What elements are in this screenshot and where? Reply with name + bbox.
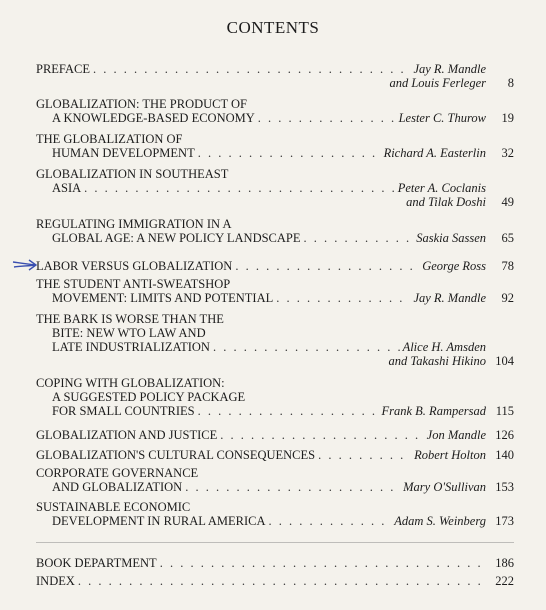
entry-page: 92 xyxy=(501,291,514,305)
entry-title: CORPORATE GOVERNANCE xyxy=(36,466,199,480)
entry-page: 8 xyxy=(507,76,514,90)
entry-title: INDEX xyxy=(36,574,75,588)
entry-line xyxy=(36,76,514,90)
entry-line xyxy=(36,259,514,273)
entry-line xyxy=(36,390,514,404)
dot-leader xyxy=(235,259,419,273)
entry-title: DEVELOPMENT IN RURAL AMERICA xyxy=(52,514,266,528)
back-matter-entry xyxy=(36,556,514,570)
entry-title: GLOBALIZATION IN SOUTHEAST xyxy=(36,167,229,181)
entry-title: A SUGGESTED POLICY PACKAGE xyxy=(52,390,246,404)
entry-title: BITE: NEW WTO LAW AND xyxy=(52,326,206,340)
entry-line xyxy=(36,277,514,291)
entry-line xyxy=(36,231,514,245)
entry-author: Jon Mandle xyxy=(426,428,486,442)
entry-author: Alice H. Amsden xyxy=(402,340,486,354)
hand-drawn-arrow-icon xyxy=(12,258,38,272)
entry-author: Robert Holton xyxy=(414,448,486,462)
entry-title: AND GLOBALIZATION xyxy=(52,480,183,494)
entry-page: 222 xyxy=(495,574,514,588)
dot-leader xyxy=(78,574,483,588)
entry-title: COPING WITH GLOBALIZATION: xyxy=(36,376,225,390)
divider xyxy=(36,542,514,543)
entry-title: ASIA xyxy=(52,181,82,195)
entry-author: Jay R. Mandle xyxy=(413,291,486,305)
entry-line xyxy=(36,514,514,528)
entry-page: 140 xyxy=(495,448,514,462)
entry-page: 19 xyxy=(501,111,514,125)
dot-leader xyxy=(304,231,414,245)
back-matter-entry xyxy=(36,574,514,588)
entry-line xyxy=(36,466,514,480)
entry-title: A KNOWLEDGE-BASED ECONOMY xyxy=(52,111,255,125)
entry-page: 126 xyxy=(495,428,514,442)
entry-line xyxy=(36,376,514,390)
entry-page: 104 xyxy=(495,354,514,368)
toc-entry xyxy=(36,259,514,273)
entry-page: 153 xyxy=(495,480,514,494)
toc-entry xyxy=(36,217,514,245)
entry-author: Mary O'Sullivan xyxy=(403,480,486,494)
entry-page: 186 xyxy=(495,556,514,570)
toc-entry xyxy=(36,448,514,462)
entry-line xyxy=(36,62,514,76)
entry-author: Richard A. Easterlin xyxy=(383,146,486,160)
entry-title: THE GLOBALIZATION OF xyxy=(36,132,183,146)
entry-line xyxy=(36,97,514,111)
entry-title: SUSTAINABLE ECONOMIC xyxy=(36,500,191,514)
dot-leader xyxy=(185,480,400,494)
entry-author: and Louis Ferleger xyxy=(389,76,486,90)
dot-leader xyxy=(213,340,400,354)
entry-title: BOOK DEPARTMENT xyxy=(36,556,157,570)
dot-leader xyxy=(160,556,483,570)
toc-entry xyxy=(36,277,514,305)
dot-leader xyxy=(276,291,410,305)
toc-entry xyxy=(36,132,514,160)
entry-title: REGULATING IMMIGRATION IN A xyxy=(36,217,232,231)
entry-title: LATE INDUSTRIALIZATION xyxy=(52,340,210,354)
entry-line xyxy=(36,340,514,354)
dot-leader xyxy=(318,448,411,462)
entry-title: PREFACE xyxy=(36,62,90,76)
toc-entry xyxy=(36,97,514,125)
toc-entry xyxy=(36,428,514,442)
entry-page: 32 xyxy=(501,146,514,160)
entry-title: THE STUDENT ANTI-SWEATSHOP xyxy=(36,277,231,291)
entry-author: Peter A. Coclanis xyxy=(397,181,486,195)
entry-author: and Takashi Hikino xyxy=(388,354,486,368)
entry-page: 173 xyxy=(495,514,514,528)
entry-line xyxy=(36,217,514,231)
entry-title: GLOBALIZATION'S CULTURAL CONSEQUENCES xyxy=(36,448,316,462)
toc-entry xyxy=(36,376,514,418)
entry-title: LABOR VERSUS GLOBALIZATION xyxy=(36,259,233,273)
entry-line xyxy=(36,111,514,125)
entry-author: and Tilak Doshi xyxy=(406,195,486,209)
entry-title: THE BARK IS WORSE THAN THE xyxy=(36,312,224,326)
entry-author: Lester C. Thurow xyxy=(398,111,486,125)
entry-author: Jay R. Mandle xyxy=(413,62,486,76)
toc-entry xyxy=(36,62,514,90)
entry-title: FOR SMALL COUNTRIES xyxy=(52,404,195,418)
dot-leader xyxy=(93,62,411,76)
entry-line xyxy=(36,404,514,418)
entry-title: MOVEMENT: LIMITS AND POTENTIAL xyxy=(52,291,274,305)
entry-page: 65 xyxy=(501,231,514,245)
entry-title: GLOBAL AGE: A NEW POLICY LANDSCAPE xyxy=(52,231,301,245)
entry-page: 115 xyxy=(495,404,514,418)
entry-author: Adam S. Weinberg xyxy=(394,514,486,528)
entry-page: 78 xyxy=(501,259,514,273)
entry-line xyxy=(36,195,514,209)
toc-entry xyxy=(36,500,514,528)
entry-line xyxy=(36,132,514,146)
entry-line xyxy=(36,480,514,494)
dot-leader xyxy=(84,181,395,195)
dot-leader xyxy=(198,404,379,418)
entry-line xyxy=(36,574,514,588)
contents-heading: CONTENTS xyxy=(226,18,320,37)
toc-entry xyxy=(36,312,514,368)
dot-leader xyxy=(198,146,381,160)
dot-leader xyxy=(220,428,423,442)
entry-line xyxy=(36,326,514,340)
entry-line xyxy=(36,312,514,326)
entry-line xyxy=(36,448,514,462)
entry-author: Saskia Sassen xyxy=(416,231,486,245)
entry-line xyxy=(36,291,514,305)
entry-line xyxy=(36,167,514,181)
entry-page: 49 xyxy=(501,195,514,209)
entry-line xyxy=(36,428,514,442)
entry-line xyxy=(36,556,514,570)
entry-author: George Ross xyxy=(422,259,486,273)
entry-title: HUMAN DEVELOPMENT xyxy=(52,146,195,160)
toc-entry xyxy=(36,167,514,209)
dot-leader xyxy=(269,514,392,528)
entry-line xyxy=(36,354,514,368)
entry-author: Frank B. Rampersad xyxy=(381,404,486,418)
entry-line xyxy=(36,181,514,195)
entry-line xyxy=(36,500,514,514)
entry-line xyxy=(36,146,514,160)
entry-title: GLOBALIZATION: THE PRODUCT OF xyxy=(36,97,247,111)
dot-leader xyxy=(258,111,396,125)
entry-title: GLOBALIZATION AND JUSTICE xyxy=(36,428,218,442)
toc-entry xyxy=(36,466,514,494)
